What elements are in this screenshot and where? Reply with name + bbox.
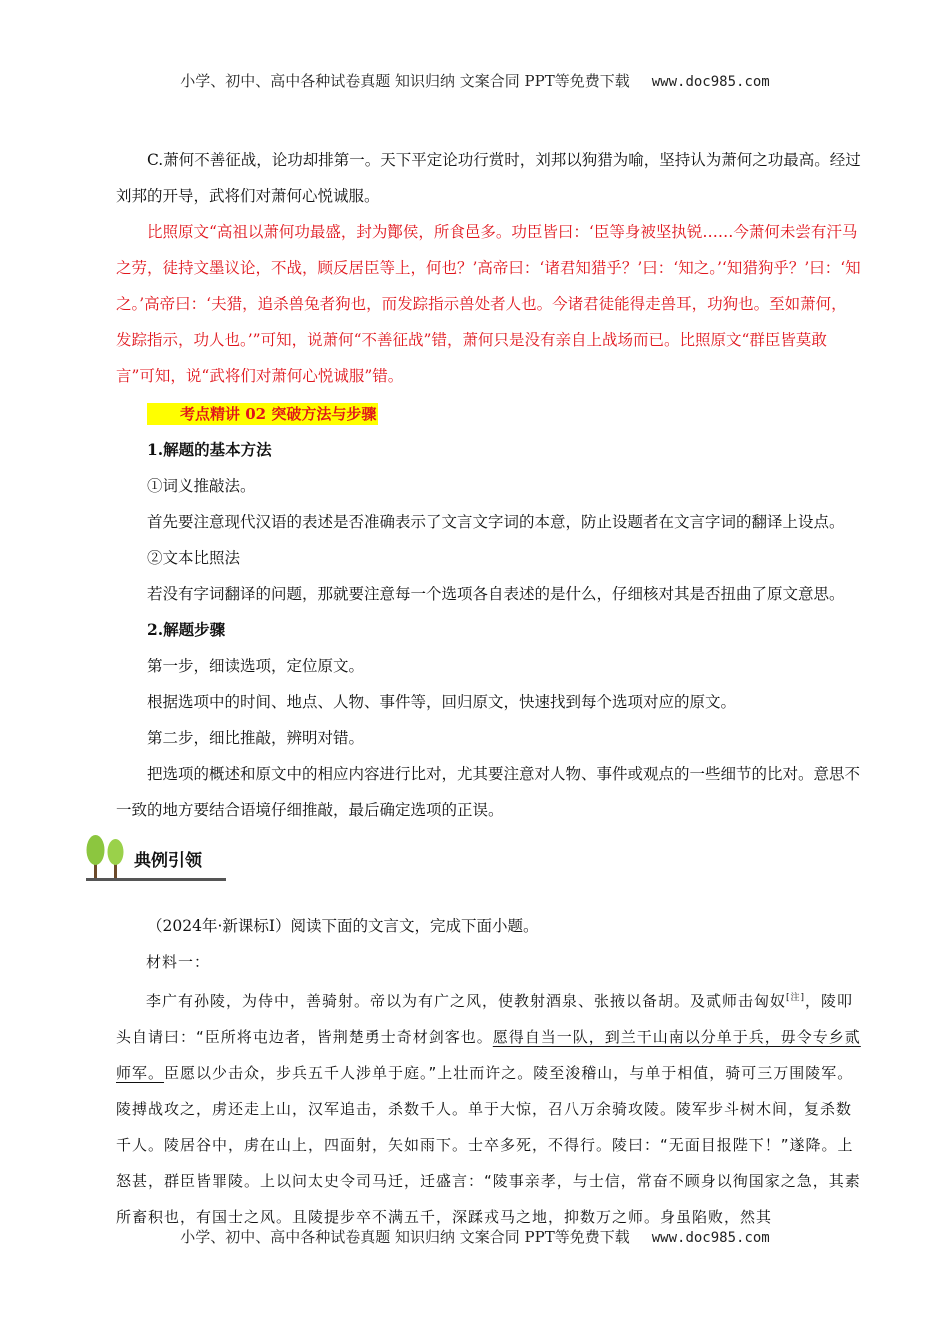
banner-underline [86, 878, 226, 881]
banner-label: 典例引领 [134, 851, 202, 871]
steps-heading: 2.解题步骤 [147, 620, 226, 639]
step2-title: 第二步，细比推敲，辨明对错。 [147, 729, 365, 747]
page-header [0, 70, 950, 91]
method-item2-title: ②文本比照法 [147, 549, 241, 567]
material-text [116, 980, 861, 1235]
main-content [116, 142, 861, 1235]
footer-text: 小学、初中、高中各种试卷真题 知识归纳 文案合同 PPT等免费下载 [180, 1228, 630, 1246]
example-banner [86, 834, 226, 892]
method-item2-text: 若没有字词翻译的问题，那就要注意每一个选项各自表述的是什么，仔细核对其是否扭曲了原文意思。 [147, 585, 845, 603]
analysis-paragraph: 比照原文“高祖以萧何功最盛，封为酇侯，所食邑多。功臣皆曰：‘臣等身被坚执锐……今萧何未尝有汗马之劳，徒持文墨议论，不战，顾反居臣等上，何也？’高帝曰：‘诸君知猎乎？’曰：‘知之。’‘知猎狗乎？’曰：‘知之。’高帝曰：‘夫猎，追杀兽兔者狗也，而发踪指示兽处者人也。今诸君徒能得走兽耳，功狗也。至如萧何，发踪指示，功人也。’”可知，说萧何“不善征战”错，萧何只是没有亲自上战场而已。比照原文“群臣皆莫敢言”可知，说“武将们对萧何心悦诚服”错。 [116, 223, 861, 385]
example-intro: （2024年·新课标Ⅰ）阅读下面的文言文，完成下面小题。 [147, 917, 539, 935]
page-footer [0, 1226, 950, 1247]
step2-text: 把选项的概述和原文中的相应内容进行比对，尤其要注意对人物、事件或观点的一些细节的比对。意思不一致的地方要结合语境仔细推敲，最后确定选项的正误。 [116, 765, 861, 819]
method-heading: 1.解题的基本方法 [147, 440, 272, 459]
underlined-sentence: 愿得自当一队，到兰干山南以分单于兵，毋令专乡贰师军。 [116, 1028, 861, 1082]
section-title-row [116, 396, 861, 432]
step1-text: 根据选项中的时间、地点、人物、事件等，回归原文，快速找到每个选项对应的原文。 [147, 693, 737, 711]
method-item1-text: 首先要注意现代汉语的表述是否准确表示了文言文字词的本意，防止设题者在文言字词的翻译上设点。 [147, 513, 845, 531]
header-text: 小学、初中、高中各种试卷真题 知识归纳 文案合同 PPT等免费下载 [180, 72, 630, 90]
tree-icon [84, 834, 130, 880]
step1-title: 第一步，细读选项，定位原文。 [147, 657, 365, 675]
material-text-part2: ，陵叩头自请曰：“臣所将屯边者，皆荆楚勇士奇材剑客也。 [116, 992, 854, 1046]
header-url[interactable]: www.doc985.com [651, 74, 770, 90]
option-c-paragraph: C.萧何不善征战，论功却排第一。天下平定论功行赏时，刘邦以狗猎为喻，坚持认为萧何之功最高。经过刘邦的开导，武将们对萧何心悦诚服。 [116, 151, 861, 205]
material-text-part1: 李广有孙陵，为侍中，善骑射。帝以为有广之风，使教射酒泉、张掖以备胡。及贰师击匈奴 [146, 992, 787, 1010]
material-label: 材料一： [146, 953, 211, 971]
footer-url[interactable]: www.doc985.com [651, 1230, 770, 1246]
material-text-part3: 臣愿以少击众，步兵五千人涉单于庭。”上壮而许之。陵至浚稽山，与单于相值，骑可三万围陵军。陵搏战攻之，虏还走上山，汉军追击，杀数千人。单于大惊，召八万余骑攻陵。陵军步斗树木间，复杀数千人。陵居谷中，虏在山上，四面射，矢如雨下。士卒多死，不得行。陵曰：“无面目报陛下！”遂降。上怒甚，群臣皆罪陵。上以问太史令司马迁，迁盛言：“陵事亲孝，与士信，常奋不顾身以徇国家之急，其素所畜积也，有国士之风。且陵提步卒不满五千，深蹂戎马之地，抑数万之师。身虽陷败，然其 [116, 1064, 861, 1226]
method-item1-title: ①词义推敲法。 [147, 477, 256, 495]
note-mark: [注] [786, 993, 806, 1003]
section-title: 考点精讲 02 突破方法与步骤 [147, 403, 378, 425]
